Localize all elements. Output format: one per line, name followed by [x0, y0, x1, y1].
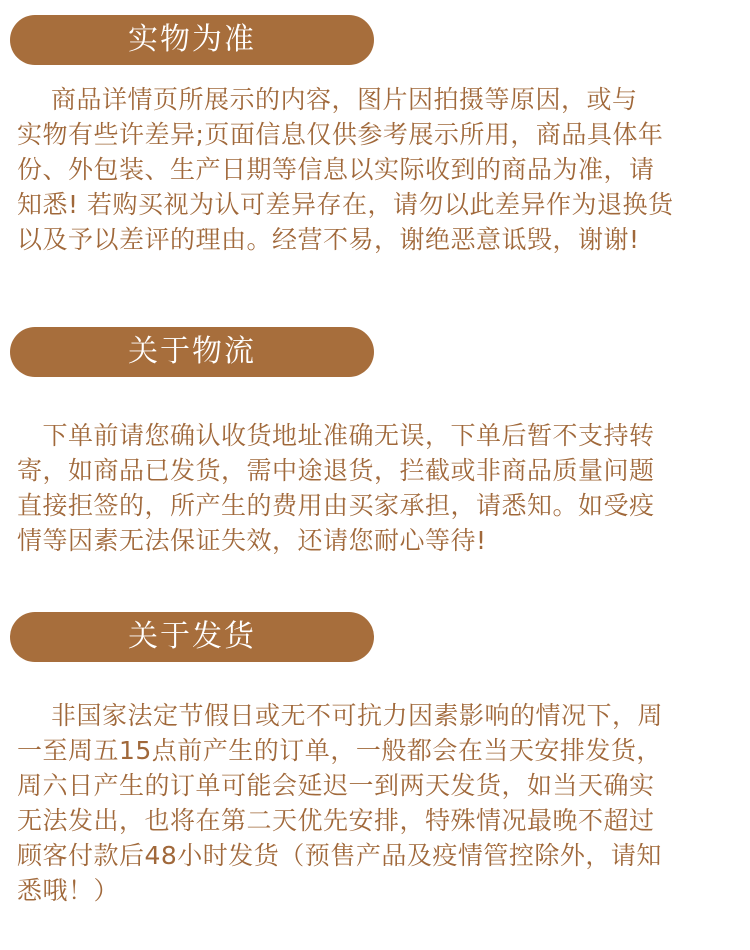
shipping-notice-text: 非国家法定节假日或无不可抗力因素影响的情况下，周 一至周五15点前产生的订单，一般都会在当天安排发货， 周六日产生的订单可能会延迟一到两天发货，如当天确实 无法发出，也将在第二天优先安排，特殊情况最晚不超过 顾客付款后48小时发货（预售产品及疫情管控除外，请知 悉哦！）: [17, 701, 663, 905]
logistics-notice-text: 下单前请您确认收货地址准确无误，下单后暂不支持转 寄，如商品已发货，需中途退货，拦截或非商品质量问题 直接拒签的，所产生的费用由买家承担，请悉知。如受疫 情等因素无法保证失效，还请您耐心等待!: [17, 421, 655, 555]
section-title-authenticity: 实物为准: [10, 15, 374, 65]
authenticity-notice-text: 商品详情页所展示的内容，图片因拍摄等原因，或与 实物有些许差异;页面信息仅供参考展示所用，商品具体年 份、外包装、生产日期等信息以实际收到的商品为准，请 知悉! 若购买视为认可差异存在，请勿以此差异作为退换货 以及予以差评的理由。经营不易，谢绝恶意诋毁，谢谢!: [17, 85, 674, 254]
section-title-shipping: 关于发货: [10, 612, 374, 662]
section-title-logistics: 关于物流: [10, 327, 374, 377]
